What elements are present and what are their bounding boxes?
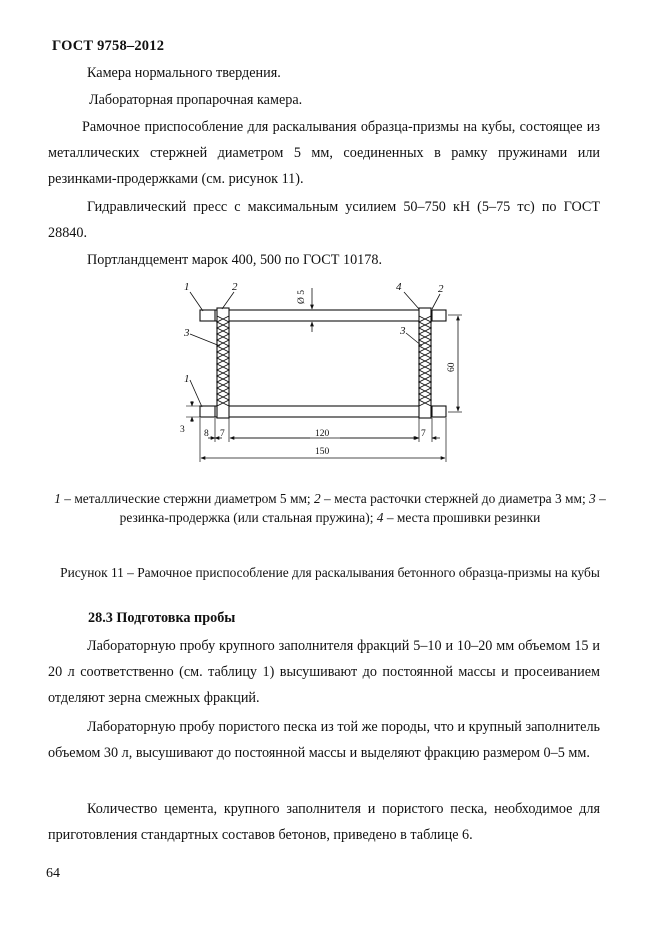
equipment-item-curing-chamber: Камера нормального твердения. (87, 65, 281, 81)
page-number: 64 (46, 866, 60, 881)
splitting-frame-drawing (170, 276, 480, 464)
callout-1-bottom: 1 (184, 373, 190, 385)
legend-text-4: – места прошивки резинки (383, 510, 541, 525)
equipment-item-splitting-frame: Рамочное приспособление для раскалывания образца-призмы на кубы, состоящее из металлических стержней диаметром 5 мм, соединенных в рамку пружинами или резинками-продержками (см. рисунок 11). (48, 119, 600, 187)
equipment-item-steam-chamber: Лабораторная пропарочная камера. (89, 92, 303, 108)
equipment-item-hydraulic-press: Гидравлический пресс с максимальным усилием 50–750 кН (5–75 тс) по ГОСТ 28840. (48, 199, 600, 241)
dim-left-offset: 3 (180, 425, 185, 435)
legend-num-3: 3 (589, 491, 596, 506)
section-title: 28.3 Подготовка пробы (88, 610, 236, 626)
callout-2-top-left: 2 (232, 281, 238, 293)
callout-4-top-right: 4 (396, 281, 402, 293)
dim-end-7-right: 7 (421, 429, 426, 439)
paragraph-coarse-aggregate: Лабораторную пробу крупного заполнителя фракций 5–10 и 10–20 мм объемом 15 и 20 л соответственно (см. таблицу 1) высушивают до постоянной массы и просеиванием отделяют зерна смежных фракций. (48, 638, 600, 706)
dim-overall-150: 150 (315, 447, 330, 457)
dim-inner-120: 120 (315, 429, 330, 439)
equipment-item-cement: Портландцемент марок 400, 500 по ГОСТ 10178. (87, 252, 382, 268)
dim-height: 60 (447, 362, 457, 372)
right-spring (419, 308, 431, 418)
legend-num-1: 1 (54, 491, 61, 506)
legend-text-1: – металлические стержни диаметром 5 мм; (60, 491, 314, 506)
legend-text-2: – места расточки стержней до диаметра 3 мм; (320, 491, 590, 506)
dim-end-8: 8 (204, 429, 209, 439)
callout-1-top: 1 (184, 281, 190, 293)
callout-3-left: 3 (184, 327, 190, 339)
callout-2-top-right: 2 (438, 283, 444, 295)
left-spring (217, 308, 229, 418)
top-rod (200, 310, 446, 321)
legend-num-2: 2 (314, 491, 321, 506)
paragraph-porous-sand: Лабораторную пробу пористого песка из той же породы, что и крупный заполнитель объемом 30 л, высушивают до постоянной массы и выделяют фракцию размером 0–5 мм. (48, 719, 600, 761)
figure-caption: Рисунок 11 – Рамочное приспособление для раскалывания бетонного образца-призмы на кубы (60, 565, 600, 580)
legend-num-4: 4 (376, 510, 384, 525)
dim-end-7-left: 7 (220, 429, 225, 439)
dim-diameter: Ø 5 (297, 290, 307, 304)
bottom-rod (200, 406, 446, 417)
legend-text-3: – резинка-продержка (или стальная пружина); (119, 491, 606, 525)
paragraph-quantities: Количество цемента, крупного заполнителя и пористого песка, необходимое для приготовления стандартных составов бетонов, приведено в таблице 6. (48, 801, 600, 843)
callout-3-right: 3 (400, 325, 406, 337)
figure-legend (40, 489, 620, 527)
document-standard-header: ГОСТ 9758–2012 (52, 38, 165, 54)
